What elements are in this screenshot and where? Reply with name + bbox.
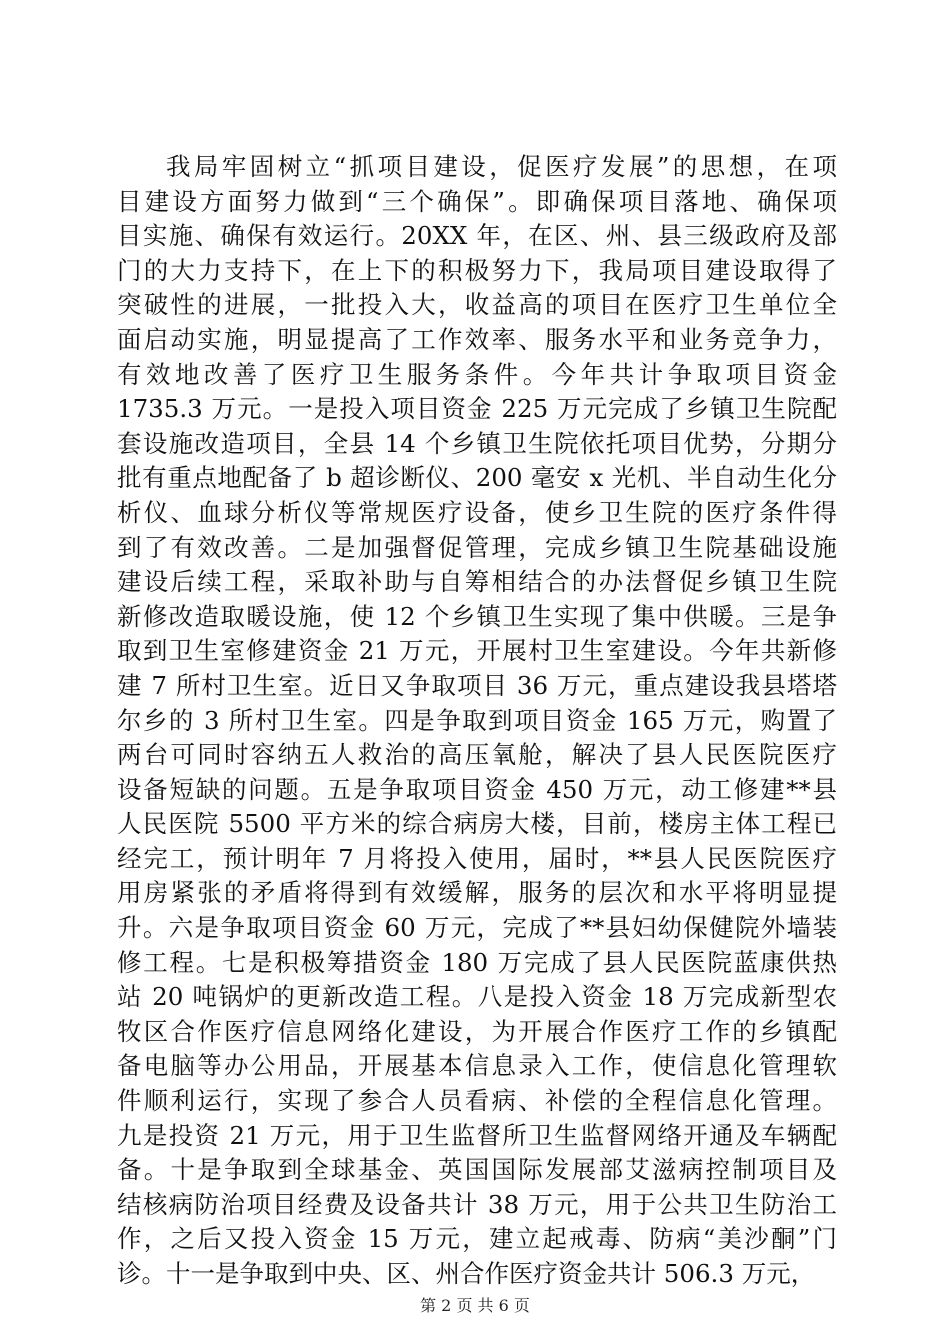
text-line: 套设施改造项目，全县 14 个乡镇卫生院依托项目优势，分期分 bbox=[117, 428, 837, 458]
text-line: 我局牢固树立“抓项目建设，促医疗发展”的思想，在项 bbox=[166, 152, 837, 181]
text-line: 突破性的进展，一批投入大，收益高的项目在医疗卫生单位全 bbox=[117, 290, 837, 320]
text-line: 取到卫生室修建资金 21 万元，开展村卫生室建设。今年共新修 bbox=[117, 636, 837, 666]
text-line: 尔乡的 3 所村卫生室。四是争取到项目资金 165 万元，购置了 bbox=[117, 705, 837, 735]
text-line: 用房紧张的矛盾将得到有效缓解，服务的层次和水平将明显提 bbox=[117, 878, 837, 908]
text-line: 析仪、血球分析仪等常规医疗设备，使乡卫生院的医疗条件得 bbox=[117, 497, 837, 527]
text-line: 牧区合作医疗信息网络化建设，为开展合作医疗工作的乡镇配 bbox=[117, 1016, 837, 1046]
text-line: 件顺利运行，实现了参合人员看病、补偿的全程信息化管理。 bbox=[117, 1086, 837, 1116]
text-line: 备电脑等办公用品，开展基本信息录入工作，使信息化管理软 bbox=[117, 1051, 837, 1081]
text-line: 升。六是争取项目资金 60 万元，完成了**县妇幼保健院外墙装 bbox=[117, 913, 837, 943]
text-line: 站 20 吨锅炉的更新改造工程。八是投入资金 18 万完成新型农 bbox=[117, 982, 837, 1012]
text-line: 结核病防治项目经费及设备共计 38 万元，用于公共卫生防治工 bbox=[117, 1189, 837, 1219]
text-line: 作，之后又投入资金 15 万元，建立起戒毒、防病“美沙酮”门 bbox=[117, 1224, 837, 1254]
text-line: 有效地改善了医疗卫生服务条件。今年共计争取项目资金 bbox=[117, 359, 837, 389]
text-line: 建设后续工程，采取补助与自筹相结合的办法督促乡镇卫生院 bbox=[117, 567, 837, 597]
text-line: 九是投资 21 万元，用于卫生监督所卫生监督网络开通及车辆配 bbox=[117, 1120, 837, 1150]
text-line: 建 7 所村卫生室。近日又争取项目 36 万元，重点建设我县塔塔 bbox=[117, 670, 837, 700]
text-line: 修工程。七是积极筹措资金 180 万完成了县人民医院蓝康供热 bbox=[117, 947, 837, 977]
body-paragraph bbox=[117, 150, 837, 1292]
text-line: 目建设方面努力做到“三个确保”。即确保项目落地、确保项 bbox=[117, 186, 837, 216]
text-line: 面启动实施，明显提高了工作效率、服务水平和业务竞争力， bbox=[117, 324, 837, 354]
text-line: 设备短缺的问题。五是争取项目资金 450 万元，动工修建**县 bbox=[117, 774, 837, 804]
text-line: 目实施、确保有效运行。20XX 年，在区、州、县三级政府及部 bbox=[117, 221, 837, 251]
text-line: 备。十是争取到全球基金、英国国际发展部艾滋病控制项目及 bbox=[117, 1155, 837, 1185]
text-line: 人民医院 5500 平方米的综合病房大楼，目前，楼房主体工程已 bbox=[117, 809, 837, 839]
text-line: 诊。十一是争取到中央、区、州合作医疗资金共计 506.3 万元， bbox=[117, 1259, 816, 1288]
text-line: 1735.3 万元。一是投入项目资金 225 万元完成了乡镇卫生院配 bbox=[117, 394, 837, 424]
text-line: 两台可同时容纳五人救治的高压氧舱，解决了县人民医院医疗 bbox=[117, 740, 837, 770]
text-line: 经完工，预计明年 7 月将投入使用，届时，**县人民医院医疗 bbox=[117, 843, 837, 873]
text-line: 新修改造取暖设施，使 12 个乡镇卫生实现了集中供暖。三是争 bbox=[117, 601, 837, 631]
text-line: 门的大力支持下，在上下的积极努力下，我局项目建设取得了 bbox=[117, 255, 837, 285]
text-line: 批有重点地配备了 b 超诊断仪、200 毫安 x 光机、半自动生化分 bbox=[117, 463, 837, 493]
text-line: 到了有效改善。二是加强督促管理，完成乡镇卫生院基础设施 bbox=[117, 532, 837, 562]
page-footer: 第 2 页 共 6 页 bbox=[420, 1296, 530, 1315]
